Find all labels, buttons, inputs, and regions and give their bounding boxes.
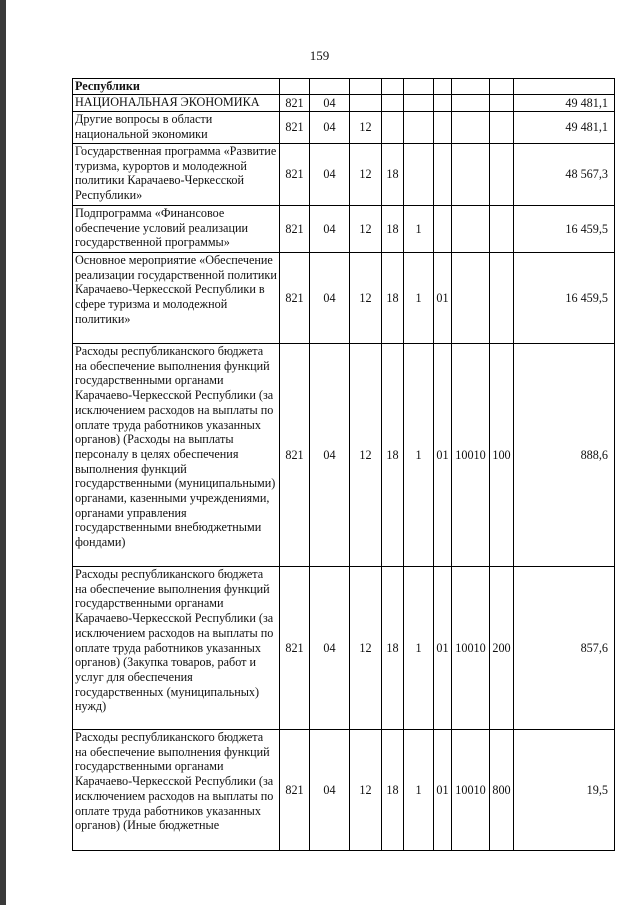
cell-subprogram (404, 112, 434, 144)
cell-activity (434, 79, 452, 95)
cell-expense-type (490, 112, 514, 144)
cell-program: 18 (382, 344, 404, 567)
cell-sum: 16 459,5 (514, 253, 615, 344)
cell-subsection (350, 95, 382, 112)
cell-ministry (280, 79, 310, 95)
cell-subprogram (404, 95, 434, 112)
row-name: Основное мероприятие «Обеспечение реализации государственной политики Карачаево-Черкесской Республики в сфере туризма и молодежной политики» (73, 253, 280, 344)
row-name: Подпрограмма «Финансовое обеспечение условий реализации государственной программы» (73, 206, 280, 253)
cell-activity: 01 (434, 730, 452, 851)
cell-section: 04 (310, 95, 350, 112)
cell-direction (452, 144, 490, 206)
cell-activity: 01 (434, 567, 452, 730)
cell-section: 04 (310, 344, 350, 567)
cell-section: 04 (310, 730, 350, 851)
table-row (73, 253, 615, 344)
cell-direction (452, 206, 490, 253)
row-name: Расходы республиканского бюджета на обеспечение выполнения функций государственными органами Карачаево-Черкесской Республики (за исключением расходов на выплаты по оплате труда работников указанных органов) (Закупка товаров, работ и услуг для обеспечения государственных (муниципальных) нужд) (73, 567, 280, 730)
table-row (73, 144, 615, 206)
cell-sum: 19,5 (514, 730, 615, 851)
cell-subprogram: 1 (404, 344, 434, 567)
cell-activity (434, 95, 452, 112)
cell-section: 04 (310, 253, 350, 344)
cell-direction (452, 95, 490, 112)
cell-sum: 888,6 (514, 344, 615, 567)
cell-subprogram: 1 (404, 253, 434, 344)
cell-expense-type: 200 (490, 567, 514, 730)
cell-subsection: 12 (350, 112, 382, 144)
cell-subprogram: 1 (404, 730, 434, 851)
cell-sum: 16 459,5 (514, 206, 615, 253)
cell-subsection: 12 (350, 206, 382, 253)
table-row (73, 112, 615, 144)
cell-activity (434, 144, 452, 206)
table-row (73, 730, 615, 851)
cell-subsection: 12 (350, 567, 382, 730)
cell-activity: 01 (434, 344, 452, 567)
table-row (73, 567, 615, 730)
table-row (73, 344, 615, 567)
cell-subprogram: 1 (404, 567, 434, 730)
cell-expense-type: 800 (490, 730, 514, 851)
cell-direction (452, 253, 490, 344)
cell-section: 04 (310, 112, 350, 144)
cell-sum: 49 481,1 (514, 112, 615, 144)
cell-program: 18 (382, 253, 404, 344)
cell-direction: 10010 (452, 344, 490, 567)
cell-subprogram (404, 144, 434, 206)
cell-subsection: 12 (350, 344, 382, 567)
cell-sum (514, 79, 615, 95)
cell-program (382, 95, 404, 112)
cell-subsection: 12 (350, 144, 382, 206)
cell-program (382, 112, 404, 144)
row-name: Расходы республиканского бюджета на обеспечение выполнения функций государственными органами Карачаево-Черкесской Республики (за исключением расходов на выплаты по оплате труда работников указанных органов) (Расходы на выплаты персоналу в целях обеспечения выполнения функций государственными (муниципальными) органами, казенными учреждениями, органами управления государственными внебюджетными фондами) (73, 344, 280, 567)
cell-program: 18 (382, 206, 404, 253)
cell-program (382, 79, 404, 95)
cell-sum: 49 481,1 (514, 95, 615, 112)
cell-ministry: 821 (280, 144, 310, 206)
cell-subsection: 12 (350, 253, 382, 344)
cell-program: 18 (382, 567, 404, 730)
cell-expense-type (490, 79, 514, 95)
cell-subprogram (404, 79, 434, 95)
cell-activity: 01 (434, 253, 452, 344)
cell-section: 04 (310, 206, 350, 253)
cell-direction (452, 79, 490, 95)
row-name: Государственная программа «Развитие туризма, курортов и молодежной политики Карачаево-Черкесской Республики» (73, 144, 280, 206)
cell-ministry: 821 (280, 730, 310, 851)
cell-direction: 10010 (452, 730, 490, 851)
cell-expense-type (490, 206, 514, 253)
cell-ministry: 821 (280, 95, 310, 112)
scan-edge (0, 0, 6, 905)
cell-expense-type (490, 95, 514, 112)
table-row (73, 79, 615, 95)
cell-section: 04 (310, 144, 350, 206)
budget-table (72, 78, 615, 851)
cell-expense-type: 100 (490, 344, 514, 567)
row-name: Расходы республиканского бюджета на обеспечение выполнения функций государственными органами Карачаево-Черкесской Республики (за исключением расходов на выплаты по оплате труда работников указанных органов) (Иные бюджетные (73, 730, 280, 851)
cell-ministry: 821 (280, 112, 310, 144)
table-row (73, 206, 615, 253)
row-name: НАЦИОНАЛЬНАЯ ЭКОНОМИКА (73, 95, 280, 112)
cell-direction: 10010 (452, 567, 490, 730)
cell-sum: 48 567,3 (514, 144, 615, 206)
cell-program: 18 (382, 144, 404, 206)
cell-expense-type (490, 144, 514, 206)
cell-subprogram: 1 (404, 206, 434, 253)
cell-expense-type (490, 253, 514, 344)
cell-section (310, 79, 350, 95)
cell-subsection: 12 (350, 730, 382, 851)
page-number: 159 (309, 48, 330, 63)
cell-ministry: 821 (280, 206, 310, 253)
cell-ministry: 821 (280, 344, 310, 567)
cell-direction (452, 112, 490, 144)
row-name: Другие вопросы в области национальной экономики (73, 112, 280, 144)
row-name: Республики (73, 79, 280, 95)
cell-ministry: 821 (280, 567, 310, 730)
table-row (73, 95, 615, 112)
cell-subsection (350, 79, 382, 95)
cell-program: 18 (382, 730, 404, 851)
cell-section: 04 (310, 567, 350, 730)
cell-ministry: 821 (280, 253, 310, 344)
cell-activity (434, 206, 452, 253)
cell-activity (434, 112, 452, 144)
cell-sum: 857,6 (514, 567, 615, 730)
